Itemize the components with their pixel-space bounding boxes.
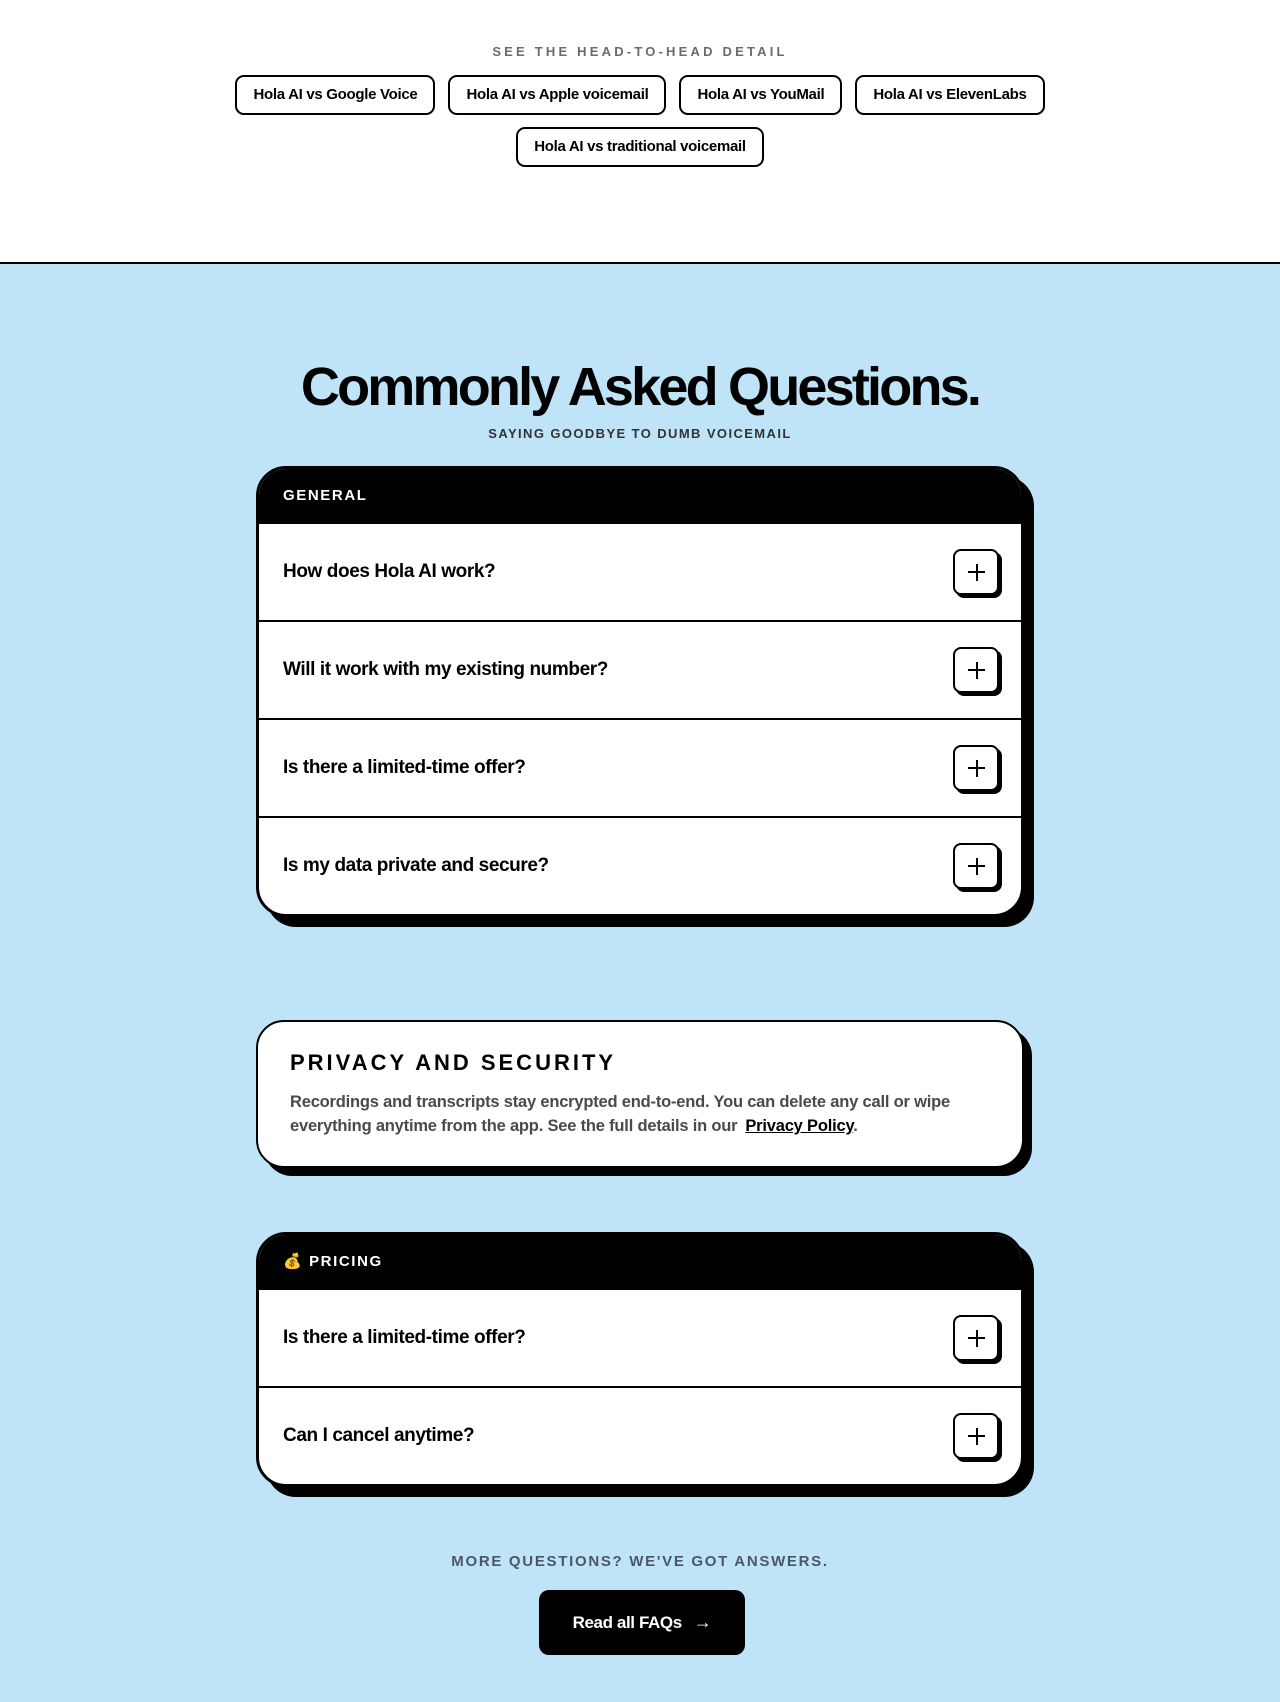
comparison-section bbox=[0, 0, 1280, 264]
faq-pricing-label: PRICING bbox=[309, 1253, 383, 1270]
faq-title: Commonly Asked Questions. bbox=[300, 357, 980, 417]
faq-section bbox=[0, 264, 1280, 1702]
read-all-faqs-button[interactable] bbox=[539, 1590, 745, 1655]
compare-apple-voicemail-link[interactable]: Hola AI vs Apple voicemail bbox=[448, 75, 666, 115]
faq-question: Is there a limited-time offer? bbox=[283, 757, 526, 778]
faq-item[interactable] bbox=[259, 1386, 1021, 1484]
plus-icon[interactable] bbox=[953, 1413, 999, 1459]
comparison-links bbox=[230, 75, 1050, 167]
faq-item[interactable] bbox=[259, 620, 1021, 718]
faq-question: Can I cancel anytime? bbox=[283, 1425, 475, 1446]
plus-icon[interactable] bbox=[953, 1315, 999, 1361]
faq-question: Will it work with my existing number? bbox=[283, 659, 608, 680]
faq-general-card bbox=[256, 466, 1024, 917]
privacy-text bbox=[290, 1090, 990, 1138]
privacy-title: PRIVACY AND SECURITY bbox=[290, 1050, 617, 1075]
arrow-right-icon: → bbox=[693, 1612, 712, 1632]
privacy-end: . bbox=[853, 1117, 858, 1135]
privacy-body: Recordings and transcripts stay encrypted end-to-end. You can delete any call or wipe everything anytime from the app. See the full details in our bbox=[290, 1093, 950, 1135]
plus-icon[interactable] bbox=[953, 843, 999, 889]
money-bag-icon: 💰 bbox=[283, 1253, 304, 1270]
faq-pricing-card bbox=[256, 1232, 1024, 1487]
compare-youmail-link[interactable]: Hola AI vs YouMail bbox=[679, 75, 842, 115]
compare-elevenlabs-link[interactable]: Hola AI vs ElevenLabs bbox=[855, 75, 1044, 115]
faq-item[interactable] bbox=[259, 1288, 1021, 1386]
faq-question: How does Hola AI work? bbox=[283, 561, 496, 582]
privacy-policy-link[interactable]: Privacy Policy bbox=[745, 1117, 854, 1135]
faq-subtitle: SAYING GOODBYE TO DUMB VOICEMAIL bbox=[488, 426, 792, 441]
compare-google-voice-link[interactable]: Hola AI vs Google Voice bbox=[235, 75, 435, 115]
faq-question: Is there a limited-time offer? bbox=[283, 1327, 526, 1348]
faq-item[interactable] bbox=[259, 718, 1021, 816]
faq-question: Is my data private and secure? bbox=[283, 855, 549, 876]
faq-pricing-heading bbox=[259, 1235, 1021, 1288]
plus-icon[interactable] bbox=[953, 745, 999, 791]
more-questions-text: MORE QUESTIONS? WE'VE GOT ANSWERS. bbox=[451, 1553, 829, 1570]
plus-icon[interactable] bbox=[953, 647, 999, 693]
faq-item[interactable] bbox=[259, 522, 1021, 620]
comparison-eyebrow: SEE THE HEAD-TO-HEAD DETAIL bbox=[492, 44, 788, 59]
compare-traditional-voicemail-link[interactable]: Hola AI vs traditional voicemail bbox=[516, 127, 764, 167]
faq-item[interactable] bbox=[259, 816, 1021, 914]
faq-general-heading: GENERAL bbox=[259, 469, 1021, 522]
read-all-faqs-label: Read all FAQs bbox=[572, 1612, 682, 1632]
plus-icon[interactable] bbox=[953, 549, 999, 595]
privacy-card bbox=[256, 1020, 1024, 1168]
